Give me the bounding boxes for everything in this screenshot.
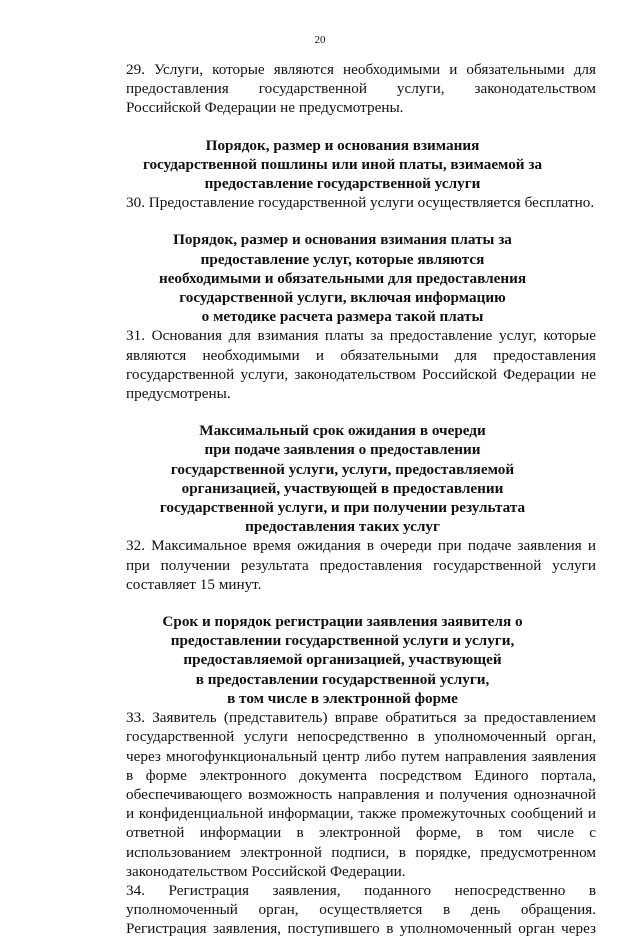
heading-line: Максимальный срок ожидания в очереди bbox=[199, 422, 486, 440]
section-heading-queue bbox=[89, 421, 596, 536]
heading-line: Порядок, размер и основания взимания платы за bbox=[173, 231, 512, 249]
heading-line: предоставления таких услуг bbox=[245, 518, 440, 536]
heading-line: государственной услуги, и при получении результата bbox=[159, 499, 526, 517]
heading-line: предоставление государственной услуги bbox=[204, 175, 481, 193]
section-heading-fee bbox=[89, 136, 596, 194]
paragraph-text: 34. Регистрация заявления, поданного непосредственно в уполномоченный орган, осуществляется в день обращения. Регистрация заявления, поступившего в уполномоченный орган через bbox=[126, 881, 596, 938]
heading-line: государственной услуги, включая информацию bbox=[179, 289, 506, 307]
heading-line: в том числе в электронной форме bbox=[227, 689, 458, 707]
paragraph-34 bbox=[89, 881, 596, 939]
paragraph-29 bbox=[89, 60, 596, 118]
paragraph-text: 31. Основания для взимания платы за предоставление услуг, которые являются необходимыми и обязательными для предоставления государственной услуги, законодательством Российской Федерации не предусмотрены. bbox=[126, 327, 596, 403]
paragraph-32 bbox=[89, 536, 596, 594]
document-body bbox=[89, 60, 596, 939]
heading-line: Порядок, размер и основания взимания bbox=[205, 136, 480, 154]
paragraph-text: 30. Предоставление государственной услуги осуществляется бесплатно. bbox=[126, 194, 595, 212]
paragraph-text: 29. Услуги, которые являются необходимыми и обязательными для предоставления государственной услуги, законодательством Российской Федерации не предусмотрены. bbox=[126, 61, 596, 117]
heading-line: государственной услуги, услуги, предоставляемой bbox=[170, 460, 515, 478]
heading-line: государственной пошлины или иной платы, взимаемой за bbox=[142, 155, 543, 173]
paragraph-30 bbox=[89, 193, 596, 212]
heading-line: о методике расчета размера такой платы bbox=[201, 308, 484, 326]
heading-line: при подаче заявления о предоставлении bbox=[204, 441, 481, 459]
paragraph-text: 33. Заявитель (представитель) вправе обратиться за предоставлением государственной услуги непосредственно в уполномоченный орган, через многофункциональный центр либо путем направления заявления в форме электронного документа посредством Единого портала, обеспечивающего возможность направления и получения однозначной и конфиденциальной информации, также промежуточных сообщений и ответной информации в электронной форме, в том числе с использованием электронной подписи, в порядке, предусмотренном законодательством Российской Федерации. bbox=[126, 709, 596, 880]
heading-line: Срок и порядок регистрации заявления заявителя о bbox=[162, 613, 523, 631]
heading-line: в предоставлении государственной услуги, bbox=[195, 670, 490, 688]
section-heading-payment bbox=[89, 230, 596, 326]
heading-line: предоставляемой организацией, участвующей bbox=[183, 651, 502, 669]
page-number: 20 bbox=[314, 34, 326, 46]
heading-line: необходимыми и обязательными для предоставления bbox=[158, 269, 527, 287]
heading-line: организацией, участвующей в предоставлении bbox=[181, 479, 504, 497]
heading-line: предоставление услуг, которые являются bbox=[200, 250, 485, 268]
heading-line: предоставлении государственной услуги и услуги, bbox=[170, 632, 515, 650]
section-heading-registration bbox=[89, 612, 596, 708]
paragraph-text: 32. Максимальное время ожидания в очереди при подаче заявления и при получении результата предоставления государственной услуги составляет 15 минут. bbox=[126, 537, 596, 593]
paragraph-33 bbox=[89, 708, 596, 881]
paragraph-31 bbox=[89, 326, 596, 403]
